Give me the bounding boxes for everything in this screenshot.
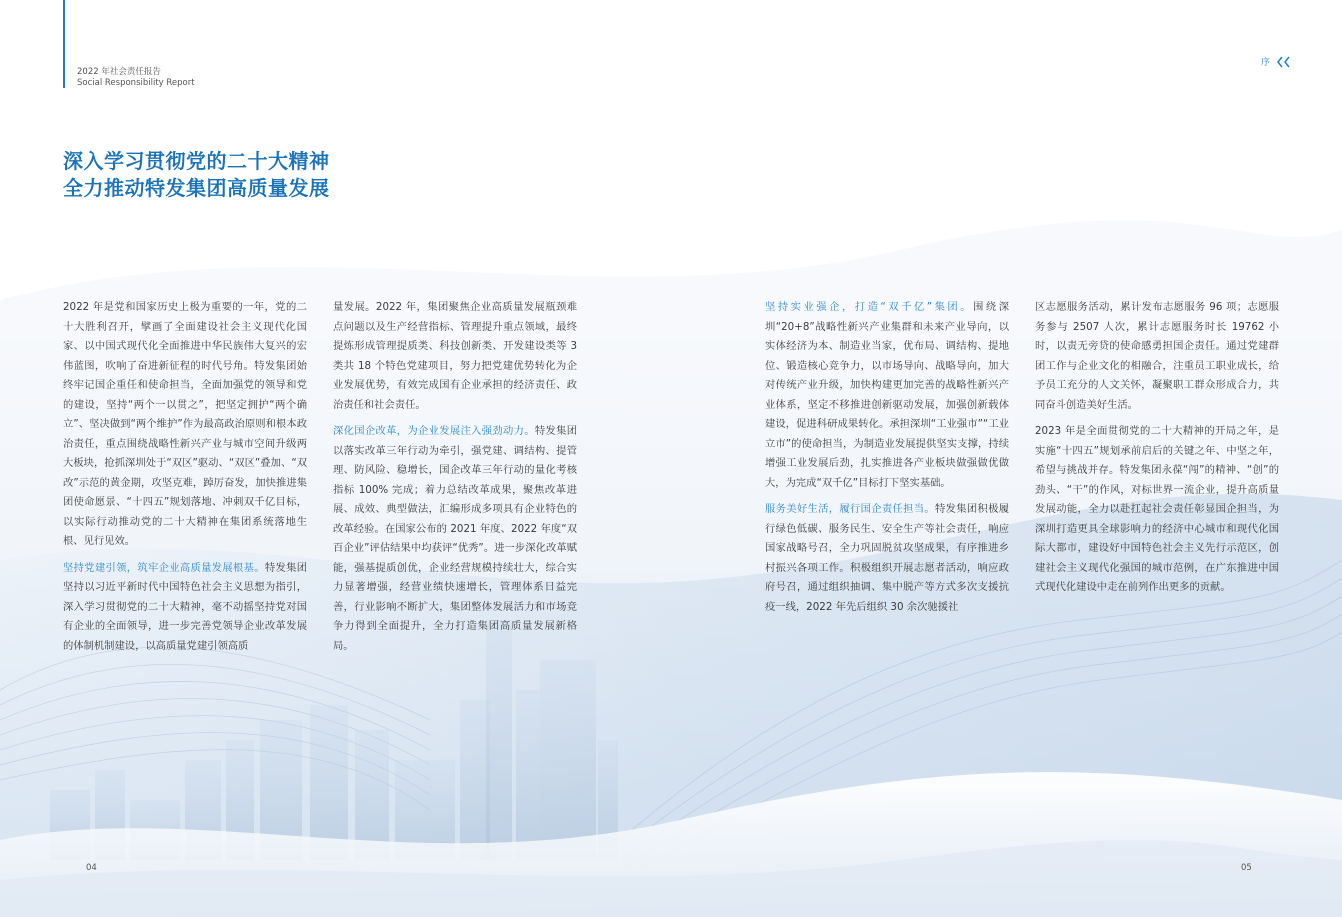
double-chevron-left-icon[interactable] [1276,56,1292,68]
paragraph: 2022 年是党和国家历史上极为重要的一年，党的二十大胜利召开，擘画了全面建设社会主义现代化国家、以中国式现代化全面推进中华民族伟大复兴的宏伟蓝图，吹响了奋进新征程的时代号角。特发集团始终牢记国企重任和使命担当，全面加强党的领导和党的建设，坚持“两个一以贯之”，把坚定拥护“两个确立”、坚决做到“两个维护”作为最高政治原则和根本政治责任，重点围绕战略性新兴产业与城市空间升级两大板块，抢抓深圳处于“双区”驱动、“双区”叠加、“双改”示范的黄金期，攻坚克难，踔厉奋发，加快推进集团使命愿景、“十四五”规划落地、冲刺双千亿目标，以实际行动推动党的二十大精神在集团系统落地生根、见行见效。 [63,301,307,547]
paragraph-lead: 服务美好生活，履行国企责任担当。 [765,503,935,515]
paragraph-body: 特发集团坚持以习近平新时代中国特色社会主义思想为指引，深入学习贯彻党的二十大精神，毫不动摇坚持党对国有企业的全面领导，进一步完善党领导企业改革发展的体制机制建设，以高质量党建引领高质 [63,561,308,652]
report-year-title: 2022 年社会责任报告 [77,67,161,77]
paragraph: 量发展。2022 年，集团聚焦企业高质量发展瓶颈难点问题以及生产经营指标、管理提升重点领域，最终提炼形成管理提质类、科技创新类、开发建设类等 3 类共 18 个特色党建项目，努力把党建优势转化为企业发展优势，有效完成国有企业承担的经济责任、政治责任和社会责任。 [333,301,577,411]
body-column-1 [63,298,307,663]
page-number-left: 04 [86,863,97,873]
paragraph-body: 特发集团以落实改革三年行动为牵引，强党建、调结构、提管理、防风险、稳增长，国企改革三年行动的量化考核指标 100% 完成；着力总结改革成果，聚焦改革进展、成效、典型做法，汇编形成多项具有企业特色的改革经验。在国家公布的 2021 年度、2022 年度“双百企业”评估结果中均获评“优秀”。进一步深化改革赋能，强基提质创优，企业经营规模持续壮大，综合实力显著增强，经营业绩快速增长，管理体系日益完善，行业影响不断扩大，集团整体发展活力和市场竞争力得到全面提升，全力打造集团高质量发展新格局。 [333,425,578,652]
report-header [77,67,195,89]
page-title-line-2: 全力推动特发集团高质量发展 [63,176,330,200]
body-column-3 [765,298,1009,624]
paragraph: 2023 年是全面贯彻党的二十大精神的开局之年，是实施“十四五”规划承前启后的关键之年、中坚之年，希望与挑战并存。特发集团永葆“闯”的精神、“创”的劲头、“干”的作风，对标世界一流企业，提升高质量发展动能，全力以赴扛起社会责任彰显国企担当，为深圳打造更具全球影响力的经济中心城市和现代化国际大都市，建设好中国特色社会主义先行示范区，创建社会主义现代化强国的城市范例，在广东推进中国式现代化建设中走在前列作出更多的贡献。 [1035,425,1279,593]
body-column-2 [333,298,577,663]
report-english-title: Social Responsibility Report [77,78,195,88]
section-label[interactable]: 序 [1260,58,1270,68]
paragraph [765,298,1009,493]
page-number-right: 05 [1241,863,1252,873]
section-nav[interactable] [1261,55,1292,68]
paragraph-lead: 深化国企改革，为企业发展注入强劲动力。 [333,425,535,437]
body-column-4 [1035,298,1279,605]
paragraph [63,559,307,657]
paragraph: 区志愿服务活动，累计发布志愿服务 96 项；志愿服务参与 2507 人次，累计志愿服务时长 19762 小时，以责无旁贷的使命感勇担国企责任。通过党建群团工作与企业文化的相融合，注重员工职业成长，给予员工充分的人文关怀，凝聚职工群众形成合力，共同奋斗创造美好生活。 [1035,301,1279,411]
paragraph-lead: 坚持实业强企，打造“双千亿”集团。 [765,301,974,313]
paragraph-lead: 坚持党建引领，筑牢企业高质量发展根基。 [63,561,265,574]
paragraph-body: 特发集团积极履行绿色低碳、服务民生、安全生产等社会责任，响应国家战略号召，全力巩固脱贫攻坚成果，有序推进乡村振兴各项工作。积极组织开展志愿者活动，响应政府号召，通过组织抽调、集中脱产等方式多次支援抗疫一线，2022 年先后组织 30 余次驰援社 [765,503,1010,613]
paragraph [765,500,1009,617]
paragraph [333,422,577,656]
page-title-line-1: 深入学习贯彻党的二十大精神 [63,149,330,173]
header-accent-rule [63,0,65,88]
paragraph-body: 围绕深圳“20+8”战略性新兴产业集群和未来产业导向，以实体经济为本、制造业当家，优布局、调结构、提地位、锻造核心竞争力，以市场导向、战略导向，加大对传统产业升级，加快构建更加完善的战略性新兴产业体系，坚定不移推进创新驱动发展，加强创新载体建设，促进科研成果转化。承担深圳“工业强市”“工业立市”的使命担当，为制造业发展提供坚实支撑，持续增强工业发展后劲，扎实推进各产业板块做强做优做大，为完成“双千亿”目标打下坚实基础。 [765,301,1010,489]
page-title [63,148,330,202]
